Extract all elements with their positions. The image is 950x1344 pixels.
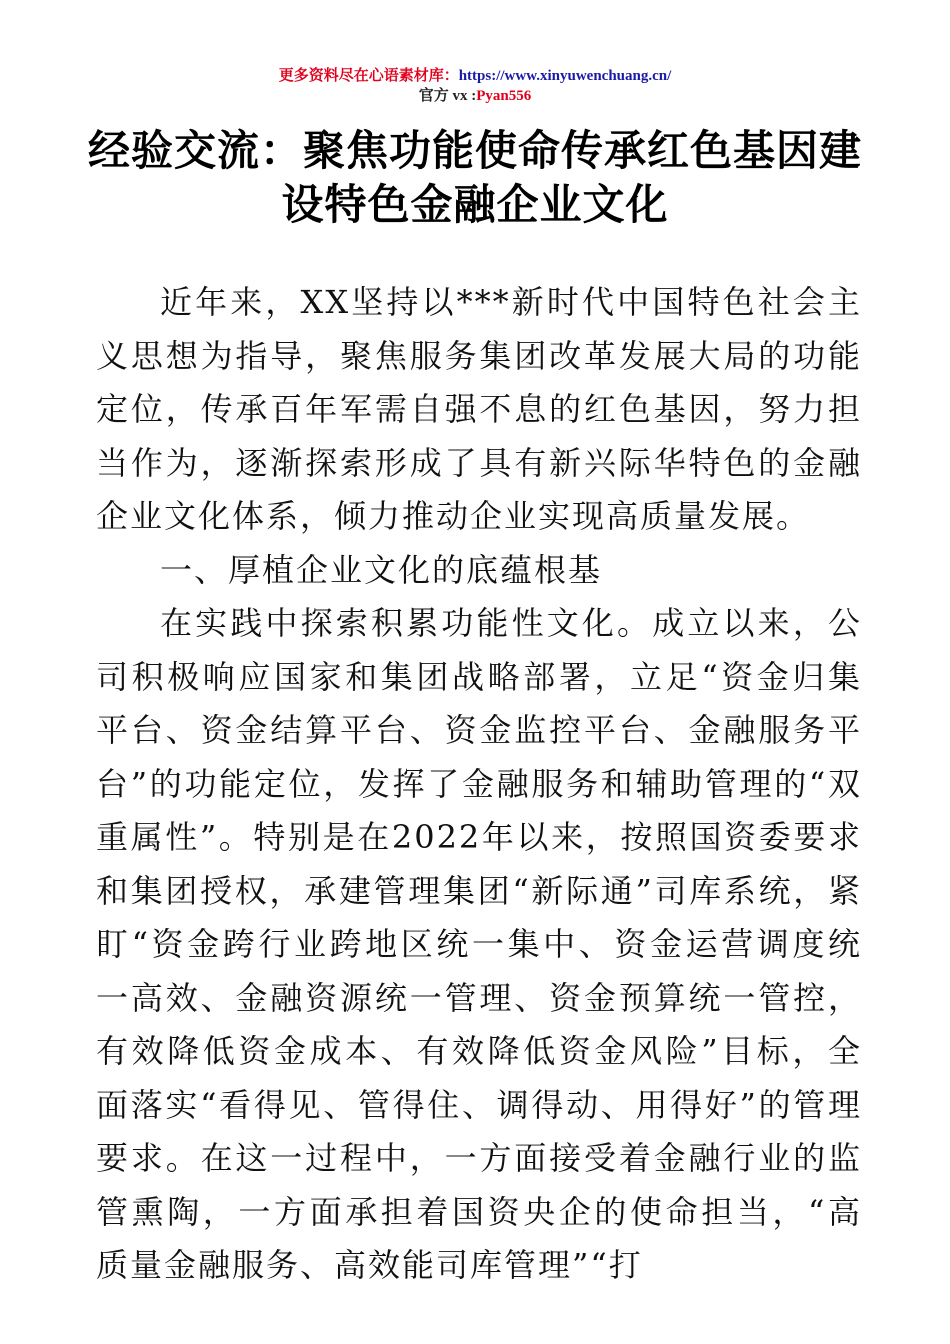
- official-prefix: 官方 vx :: [418, 88, 477, 104]
- promo-line: [0, 66, 950, 86]
- promo-prefix: 更多资料尽在心语素材库：: [278, 68, 459, 84]
- document-title: [60, 124, 890, 232]
- official-vx-id: Pyan556: [476, 88, 532, 104]
- promo-url-link[interactable]: https://www.xinyuwenchuang.cn/: [458, 68, 672, 84]
- body-paragraph-intro: 近年来，XX坚持以***新时代中国特色社会主义思想为指导，聚焦服务集团改革发展大局的功能定位，传承百年军需自强不息的红色基因，努力担当作为，逐渐探索形成了具有新兴际华特色的金融企业文化体系，倾力推动企业实现高质量发展。: [96, 283, 862, 535]
- title-line-1: 经验交流：聚焦功能使命传承红色基因建: [87, 126, 862, 175]
- body-paragraph-practice: 在实践中探索积累功能性文化。成立以来，公司积极响应国家和集团战略部署，立足“资金归集平台、资金结算平台、资金监控平台、金融服务平台”的功能定位，发挥了金融服务和辅助管理的“双重属性”。特别是在2022年以来，按照国资委要求和集团授权，承建管理集团“新际通”司库系统，紧盯“资金跨行业跨地区统一集中、资金运营调度统一高效、金融资源统一管理、资金预算统一管控，有效降低资金成本、有效降低资金风险”目标，全面落实“看得见、管得住、调得动、用得好”的管理要求。在这一过程中，一方面接受着金融行业的监管熏陶，一方面承担着国资央企的使命担当，“高质量金融服务、高效能司库管理”“打: [96, 604, 862, 1284]
- promo-header: [0, 66, 950, 106]
- document-body: [96, 276, 862, 1293]
- title-line-2: 设特色金融企业文化: [281, 180, 669, 229]
- section-heading-1: 一、厚植企业文化的底蕴根基: [160, 550, 603, 589]
- official-account-line: [0, 86, 950, 106]
